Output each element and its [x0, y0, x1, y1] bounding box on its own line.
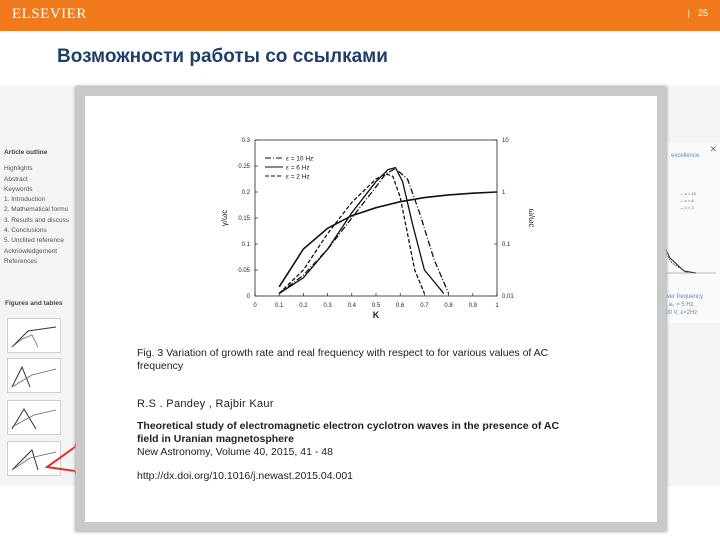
- figure-chart: [85, 96, 657, 336]
- x-tick-label: 0.2: [299, 303, 308, 309]
- outline-item[interactable]: Abstract: [4, 175, 28, 183]
- outline-item[interactable]: Highlights: [4, 165, 33, 173]
- right-legend-item: — ε = 6: [680, 198, 694, 203]
- right-panel-plot: [656, 163, 720, 293]
- thumbnail-plot-icon: [8, 319, 60, 352]
- article-outline: [4, 148, 84, 267]
- outline-item[interactable]: 4. Conclusions: [4, 227, 47, 235]
- y-tick-label: 0.1: [241, 242, 250, 248]
- paper-journal: New Astronomy, Volume 40, 2015, 41 - 48: [137, 446, 333, 458]
- thumbnail-plot-icon: [8, 359, 60, 392]
- outline-item[interactable]: 3. Results and discuss: [4, 216, 70, 224]
- paper-doi-link[interactable]: http://dx.doi.org/10.1016/j.newast.2015.04.001: [137, 470, 353, 482]
- x-tick-label: 0: [253, 303, 257, 309]
- x-axis-label: K: [372, 310, 380, 320]
- figure-thumbnail[interactable]: [7, 318, 61, 353]
- y-tick-label: 0.25: [238, 164, 250, 170]
- y-right-tick-label: 0.01: [502, 294, 514, 300]
- y-axis-label: γ/ωc: [220, 209, 229, 227]
- series-line: [279, 192, 497, 287]
- paper-authors: R.S . Pandey , Rajbir Kaur: [137, 398, 274, 410]
- outline-item[interactable]: 1. Introduction: [4, 196, 46, 204]
- series-line: [279, 168, 444, 294]
- y-right-axis-label: ω/ωc: [527, 208, 536, 228]
- figures-heading: Figures and tables: [5, 300, 63, 307]
- y-right-tick-label: 10: [502, 138, 509, 144]
- y-right-tick-label: 0.1: [502, 242, 511, 248]
- right-panel-link[interactable]: excellence: [671, 153, 700, 159]
- outline-item[interactable]: References: [4, 257, 38, 265]
- y-tick-label: 0.3: [241, 138, 250, 144]
- right-panel-text: [662, 293, 703, 317]
- right-panel: [655, 143, 720, 323]
- outline-item[interactable]: Acknowledgement: [4, 247, 58, 255]
- outline-heading: Article outline: [4, 149, 48, 156]
- figure-caption: Fig. 3 Variation of growth rate and real frequency with respect to for various values of AC frequency: [137, 347, 549, 372]
- legend-item: ε = 6 Hz: [286, 164, 310, 172]
- slide-number-value: 25: [697, 8, 708, 18]
- x-tick-label: 0.3: [323, 303, 332, 309]
- legend-item: ε = 2 Hz: [286, 173, 310, 181]
- x-tick-label: 0.8: [444, 303, 453, 309]
- x-tick-label: 0.6: [396, 303, 405, 309]
- right-text-line: 200 V, ϵ=2Hz: [662, 310, 698, 316]
- right-legend-item: — ε = 2: [680, 205, 694, 210]
- outline-item[interactable]: 5. Unclited reference: [4, 237, 64, 245]
- y-tick-label: 0.05: [238, 268, 250, 274]
- slide-number: [688, 8, 708, 18]
- paper-title[interactable]: Theoretical study of electromagnetic electron cyclotron waves in the presence of AC field in Uranian magnetosphere: [137, 420, 560, 445]
- y-right-tick-label: 1: [502, 190, 506, 196]
- x-tick-label: 0.4: [347, 303, 356, 309]
- y-tick-label: 0.2: [241, 190, 250, 196]
- legend-item: ε = 10 Hz: [286, 155, 314, 163]
- x-tick-label: 0.7: [420, 303, 429, 309]
- x-tick-label: 1: [495, 303, 499, 309]
- y-tick-label: 0.15: [238, 216, 250, 222]
- slide-separator: |: [687, 8, 690, 18]
- right-legend-item: — ε = 10: [680, 191, 696, 196]
- right-text-line: ower frequency: [662, 294, 704, 300]
- y-tick-label: 0: [246, 294, 250, 300]
- brand-logo: ELSEVIER: [12, 6, 87, 22]
- outline-item[interactable]: 2. Mathematical formu: [4, 206, 69, 214]
- outline-item[interactable]: Keywords: [4, 185, 33, 193]
- x-tick-label: 0.1: [275, 303, 284, 309]
- series-line: [279, 169, 448, 294]
- close-icon[interactable]: ✕: [709, 144, 717, 154]
- slide-title: Возможности работы со ссылками: [57, 46, 388, 67]
- figure-popup: [85, 96, 657, 522]
- slide-header-bar: [0, 0, 720, 31]
- series-line: [279, 174, 424, 294]
- x-tick-label: 0.9: [468, 303, 477, 309]
- figure-thumbnail[interactable]: [7, 358, 61, 393]
- right-text-line: a, a₀ = 5 Hz: [662, 302, 694, 308]
- x-tick-label: 0.5: [371, 303, 381, 309]
